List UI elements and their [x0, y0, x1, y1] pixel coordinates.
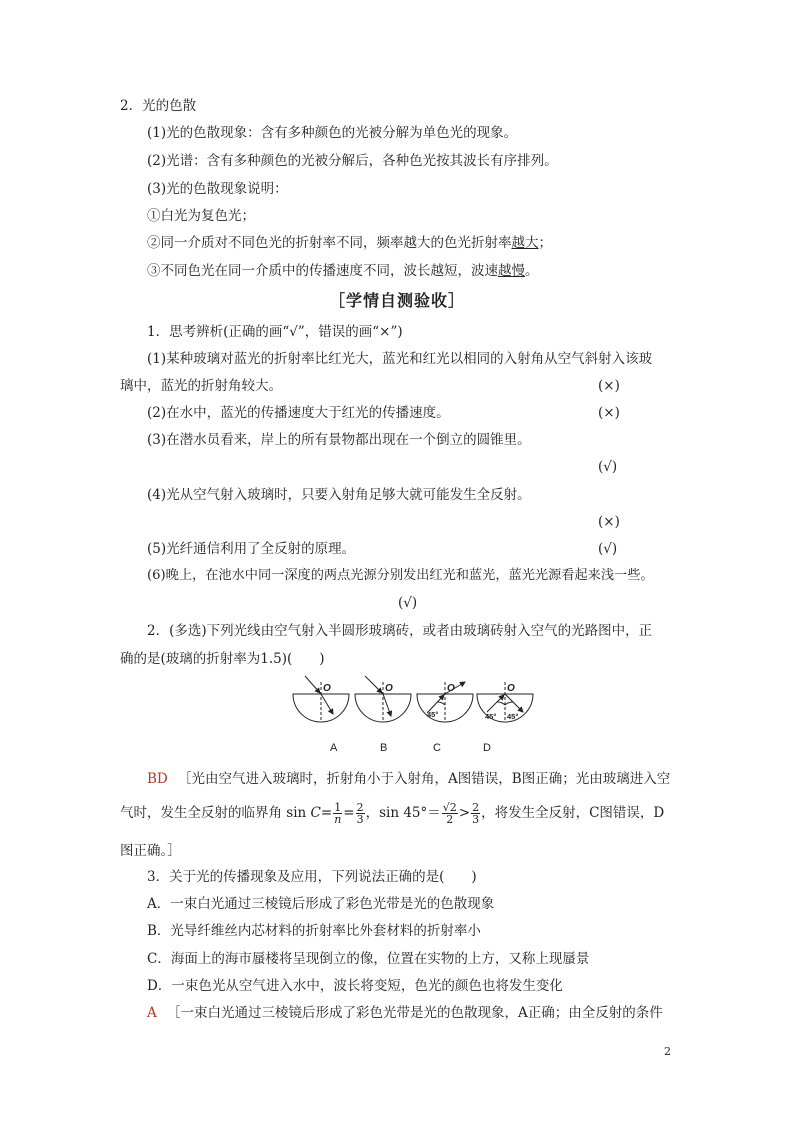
center-label: O — [385, 683, 393, 694]
math-op: = — [343, 805, 355, 821]
explanation-line — [147, 1004, 663, 1022]
question-item: (3)在潜水员看来，岸上的所有景物都出现在一个倒立的圆锥里。 — [147, 432, 531, 448]
text-segment: ［一束白光通过三棱镜后形成了彩色光带是光的色散现象，A正确；由全反射的条件 — [167, 1005, 663, 1021]
judge-mark: (×) — [598, 405, 620, 421]
option-a: A．一束白光通过三棱镜后形成了彩色光带是光的色散现象 — [147, 896, 495, 912]
question-stem: 3．关于光的传播现象及应用，下列说法正确的是( ) — [147, 869, 477, 885]
question-stem: 2．(多选)下列光线由空气射入半圆形玻璃砖，或者由玻璃砖射入空气的光路图中，正 — [147, 623, 653, 639]
text-line: (3)光的色散现象说明： — [147, 181, 288, 197]
text-segment: ③不同色光在同一介质中的传播速度不同，波长越短，波速 — [147, 263, 498, 279]
fraction: $\frac{2}{3}$ — [356, 801, 364, 826]
angle-label: 45° — [507, 712, 519, 721]
explanation-line — [147, 770, 670, 788]
figure-label-a: A — [330, 742, 338, 754]
judge-mark: (√) — [598, 459, 618, 475]
question-item: (6)晚上，在池水中同一深度的两点光源分别发出红光和蓝光，蓝光光源看起来浅一些。 — [147, 568, 654, 583]
explanation-line — [120, 799, 664, 827]
option-d: D．一束色光从空气进入水中，波长将变短，色光的颜色也将发生变化 — [147, 978, 563, 994]
text-line — [147, 262, 539, 280]
fraction: $\frac{√2}{2}$ — [442, 801, 457, 826]
angle-label: 45° — [485, 712, 497, 721]
underlined-answer: 越大 — [511, 235, 539, 251]
math-op: = — [320, 805, 333, 821]
text-segment: ； — [538, 235, 552, 251]
option-c: C．海面上的海市蜃楼将呈现倒立的像，位置在实物的上方，又称上现蜃景 — [147, 951, 590, 967]
text-segment: ，sin 45°＝ — [365, 805, 441, 821]
question-item: 璃中，蓝光的折射角较大。 — [120, 378, 282, 394]
fraction: $\frac{1}{n}$ — [334, 801, 342, 826]
figure-label-c: C — [433, 742, 441, 754]
center-label: O — [507, 683, 515, 694]
text-segment: ②同一介质对不同色光的折射率不同，频率越大的色光折射率 — [147, 235, 512, 251]
center-label: O — [323, 683, 331, 694]
question-stem: 确的是(玻璃的折射率为1.5)( ) — [120, 651, 325, 667]
judge-mark: (×) — [598, 514, 620, 530]
judge-mark: (√) — [598, 541, 618, 557]
question-item: (1)某种玻璃对蓝光的折射率比红光大，蓝光和红光以相同的入射角从空气斜射入该玻 — [147, 351, 653, 367]
text-segment: 。 — [525, 263, 539, 279]
center-label: O — [447, 683, 455, 694]
text-line: (2)光谱：含有多种颜色的光被分解后，各种色光按其波长有序排列。 — [147, 153, 558, 169]
question-item: (4)光从空气射入玻璃时，只要入射角足够大就可能发生全反射。 — [147, 487, 531, 503]
refraction-diagram — [285, 672, 545, 742]
angle-label: 45° — [427, 710, 439, 719]
judge-mark: (×) — [598, 378, 620, 394]
question-item: (2)在水中，蓝光的传播速度大于红光的传播速度。 — [147, 405, 450, 421]
figure-label-b: B — [380, 742, 388, 754]
fraction: $\frac{2}{3}$ — [472, 801, 480, 826]
figure-label-d: D — [483, 742, 491, 754]
text-segment: ，将发生全反射，C图错误，D — [481, 805, 665, 821]
question-item: (5)光纤通信利用了全反射的原理。 — [147, 541, 356, 557]
text-segment: 气时，发生全反射的临界角 sin — [120, 805, 311, 821]
explanation-line: 图正确。］ — [120, 843, 181, 859]
underlined-answer: 越慢 — [498, 263, 525, 279]
text-line — [147, 234, 552, 252]
math-var: C — [310, 805, 321, 821]
section-header: ［学情自测验收］ — [328, 291, 465, 310]
option-b: B．光导纤维丝内芯材料的折射率比外套材料的折射率小 — [147, 923, 481, 939]
text-line: (1)光的色散现象：含有多种颜色的光被分解为单色光的现象。 — [147, 125, 518, 141]
math-op: > — [458, 805, 471, 821]
answer-key: BD — [147, 771, 168, 787]
section-title: 2．光的色散 — [120, 98, 197, 114]
question-intro: 1．思考辨析(正确的画“√”，错误的画“×”) — [147, 324, 403, 340]
answer-key: A — [147, 1005, 157, 1021]
text-segment: ［光由空气进入玻璃时，折射角小于入射角，A图错误，B图正确；光由玻璃进入空 — [178, 771, 671, 787]
page-number: 2 — [664, 1045, 671, 1058]
judge-mark: (√) — [398, 595, 418, 611]
text-line: ①白光为复色光； — [147, 208, 255, 224]
